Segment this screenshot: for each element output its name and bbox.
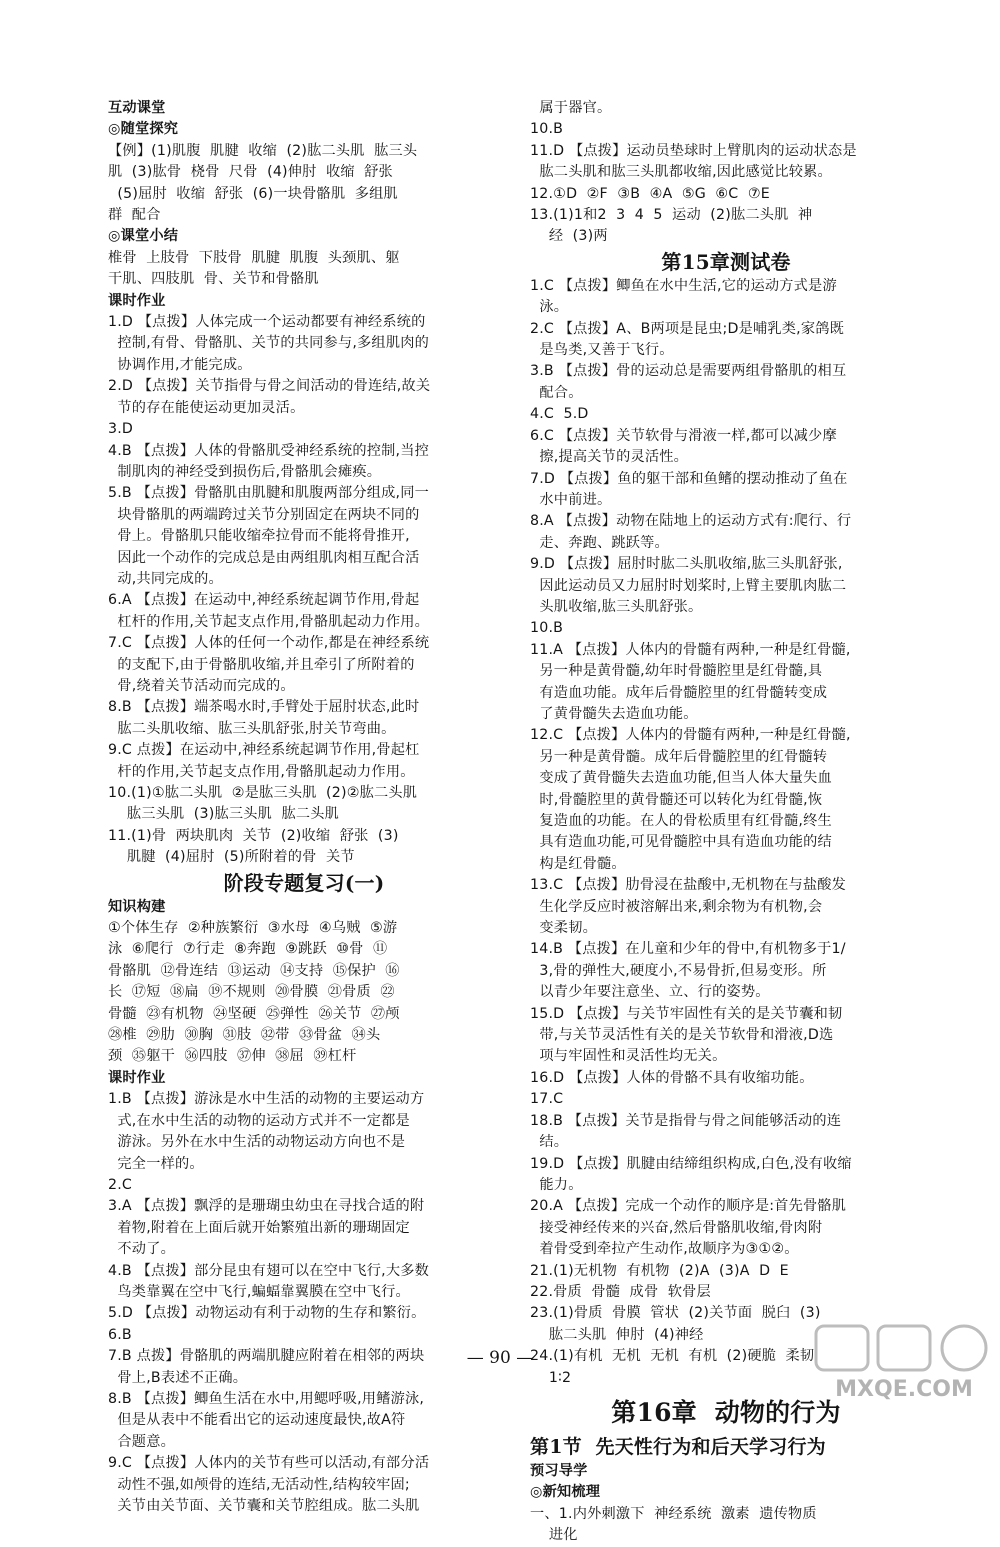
section-heading: 互动课堂 — [108, 100, 166, 116]
answer-line: ㉘椎 ㉙肋 ㉚胸 ㉛肢 ㉜带 ㉝骨盆 ㉞头 — [108, 1027, 381, 1044]
answer-line: 1.C 【点拨】鲫鱼在水中生活,它的运动方式是游 — [530, 277, 837, 294]
answer-line: 颈 ㉟躯干 ㊱四肢 ㊲伸 ㊳屈 ㊴杠杆 — [108, 1048, 357, 1065]
answer-line: 18.B 【点拨】关节是指骨与骨之间能够活动的连 — [530, 1112, 842, 1129]
answer-line: 带,与关节灵活性有关的是关节软骨和滑液,D选 — [530, 1027, 834, 1044]
answer-line: 6.C 【点拨】关节软骨与滑液一样,都可以减少摩 — [530, 427, 837, 444]
answer-line: 10.B — [530, 620, 564, 637]
answer-line: 骨上,B表述不正确。 — [108, 1369, 248, 1386]
answer-line: 的支配下,由于骨骼肌收缩,并且牵引了所附着的 — [108, 656, 415, 673]
answer-line: 3.D — [108, 421, 134, 438]
answer-line: 13.C 【点拨】肋骨浸在盐酸中,无机物在与盐酸发 — [530, 877, 847, 894]
section-heading: 知识构建 — [108, 898, 166, 915]
answer-line: 杆的作用,关节起支点作用,骨骼肌起动力作用。 — [108, 763, 415, 780]
section-heading: 第1节 先天性行为和后天学习行为 — [530, 1435, 826, 1458]
answer-line: 8.B 【点拨】鲫鱼生活在水中,用鳃呼吸,用鳍游泳, — [108, 1390, 425, 1407]
answer-line: 制肌肉的神经受到损伤后,骨骼肌会瘫痪。 — [108, 463, 382, 480]
answer-line: 11.D 【点拨】运动员垫球时上臂肌肉的运动状态是 — [530, 142, 857, 159]
answer-line: (5)屈肘 收缩 舒张 (6)一块骨骼肌 多组肌 — [108, 185, 398, 202]
answer-line: 3.B 【点拨】骨的运动总是需要两组骨骼肌的相互 — [530, 363, 847, 380]
answer-line: 骨骼肌 ⑫骨连结 ⑬运动 ⑭支持 ⑮保护 ⑯ — [108, 962, 400, 979]
answer-line: 11.(1)骨 两块肌肉 关节 (2)收缩 舒张 (3) — [108, 827, 399, 844]
answer-line: 了黄骨髓失去造血功能。 — [530, 705, 698, 722]
section-heading: 课时作业 — [108, 1069, 166, 1086]
answer-line: 9.D 【点拨】屈肘时肱二头肌收缩,肱三头肌舒张, — [530, 556, 843, 573]
answer-line: 骨,绕着关节活动而完成的。 — [108, 677, 295, 694]
answer-line: 干肌、四肢肌 骨、关节和骨骼肌 — [108, 271, 319, 288]
watermark-url: MXQE.COM — [835, 1377, 973, 1402]
answer-line: 长 ⑰短 ⑱扁 ⑲不规则 ⑳骨膜 ㉑骨质 ㉒ — [108, 984, 395, 1001]
answer-line: 动性不强,如颅骨的连结,无活动性,结构较牢固; — [108, 1476, 410, 1493]
answer-line: 1∶2 — [530, 1369, 572, 1386]
answer-line: 鸟类靠翼在空中飞行,蝙蝠靠翼膜在空中飞行。 — [108, 1283, 410, 1300]
answer-line: 进化 — [530, 1527, 578, 1544]
answer-line: 以青少年要注意坐、立、行的姿势。 — [530, 984, 770, 1001]
answer-line: 走、奔跑、跳跃等。 — [530, 534, 669, 551]
answer-line: 块骨骼肌的两端跨过关节分别固定在两块不同的 — [108, 506, 420, 523]
answer-line: 1.B 【点拨】游泳是水中生活的动物的主要运动方 — [108, 1091, 425, 1108]
answer-line: 是鸟类,又善于飞行。 — [530, 342, 674, 359]
answer-line: 2.C — [108, 1176, 133, 1193]
answer-line: 另一种是黄骨髓。成年后骨髓腔里的红骨髓转 — [530, 748, 828, 765]
answer-line: 生化学反应时被溶解出来,剩余物为有机物,会 — [530, 898, 823, 915]
answer-line: 椎骨 上肢骨 下肢骨 肌腱 肌腹 头颈肌、躯 — [108, 249, 400, 266]
answer-line: 着骨受到牵拉产生动作,故顺序为③①②。 — [530, 1241, 799, 1258]
answer-line: 4.C 5.D — [530, 406, 589, 423]
answer-line: 肱二头肌收缩、肱三头肌舒张,肘关节弯曲。 — [108, 720, 396, 737]
answer-line: 具有造血功能,可见骨髓腔中具有造血功能的结 — [530, 834, 832, 851]
answer-line: 20.A 【点拨】完成一个动作的顺序是:首先骨骼肌 — [530, 1198, 847, 1215]
answer-line: 9.C 点拨】在运动中,神经系统起调节作用,骨起杠 — [108, 742, 420, 759]
answer-line: 8.B 【点拨】端茶喝水时,手臂处于屈肘状态,此时 — [108, 699, 420, 716]
answer-line: 【例】(1)肌腹 肌腱 收缩 (2)肱二头肌 肱三头 — [108, 142, 418, 159]
answer-line: 着物,附着在上面后就开始繁殖出新的珊瑚固定 — [108, 1219, 410, 1236]
answer-line: 11.A 【点拨】人体内的骨髓有两种,一种是红骨髓, — [530, 641, 851, 658]
answer-line: 配合。 — [530, 384, 583, 401]
answer-line: 1.D 【点拨】人体完成一个运动都要有神经系统的 — [108, 314, 426, 331]
section-heading: 第15章测试卷 — [661, 249, 791, 274]
answer-line: 杠杆的作用,关节起支点作用,骨骼肌起动力作用。 — [108, 613, 429, 630]
answer-line: 完全一样的。 — [108, 1155, 204, 1172]
answer-line: 变成了黄骨髓失去造血功能,但当人体大量失血 — [530, 770, 832, 787]
answer-line: 12.C 【点拨】人体内的骨髓有两种,一种是红骨髓, — [530, 727, 851, 744]
answer-line: 12.①D ②F ③B ④A ⑤G ⑥C ⑦E — [530, 185, 770, 202]
answer-line: 属于器官。 — [530, 100, 612, 116]
section-heading: 阶段专题复习(一) — [223, 870, 385, 895]
answer-line: 经 (3)两 — [530, 228, 608, 245]
section-heading: 第16章 动物的行为 — [611, 1397, 841, 1427]
answer-line: 22.骨质 骨髓 成骨 软骨层 — [530, 1283, 711, 1300]
section-heading: 预习导学 — [530, 1462, 588, 1479]
answer-line: 因此运动员又力屈肘时划桨时,上臂主要肌肉肱二 — [530, 577, 847, 594]
answer-line: 有造血功能。成年后骨髓腔里的红骨髓转变成 — [530, 684, 828, 701]
answer-line: 肌腱 (4)屈肘 (5)所附着的骨 关节 — [108, 849, 355, 866]
answer-line: 泳。 — [530, 299, 569, 316]
answer-line: 肌 (3)肱骨 桡骨 尺骨 (4)伸肘 收缩 舒张 — [108, 164, 393, 181]
answer-line: 一、1.内外刺激下 神经系统 激素 遗传物质 — [530, 1505, 817, 1522]
answer-line: 复造血的功能。在人的骨松质里有红骨髓,终生 — [530, 813, 832, 829]
answer-line: 9.C 【点拨】人体内的关节有些可以活动,有部分活 — [108, 1455, 430, 1472]
answer-line: 骨髓 ㉓有机物 ㉔坚硬 ㉕弹性 ㉖关节 ㉗颅 — [108, 1005, 400, 1022]
answer-line: 动,共同完成的。 — [108, 570, 223, 587]
answer-line: 5.B 【点拨】骨骼肌由肌腱和肌腹两部分组成,同一 — [108, 485, 430, 502]
answer-line: 24.(1)有机 无机 无机 有机 (2)硬脆 柔韧 — [530, 1348, 815, 1365]
answer-line: 肱二头肌 伸肘 (4)神经 — [530, 1326, 704, 1343]
answer-line: 23.(1)骨质 骨膜 管状 (2)关节面 脱臼 (3) — [530, 1305, 821, 1322]
answer-line: 结。 — [530, 1134, 569, 1151]
answer-line: 协调作用,才能完成。 — [108, 356, 252, 373]
answer-line: 构是红骨髓。 — [530, 855, 626, 872]
section-heading: ◎课堂小结 — [108, 228, 179, 245]
answer-line: 7.D 【点拨】鱼的躯干部和鱼鳍的摆动推动了鱼在 — [530, 470, 848, 487]
answer-line: 项与牢固性和灵活性均无关。 — [530, 1048, 727, 1065]
answer-line: 变柔韧。 — [530, 920, 597, 937]
answer-line: 式,在水中生活的动物的运动方式并不一定都是 — [108, 1112, 410, 1129]
answer-line: 控制,有骨、骨骼肌、关节的共同参与,多组肌肉的 — [108, 335, 429, 352]
answer-line: ①个体生存 ②种族繁衍 ③水母 ④乌贼 ⑤游 — [108, 920, 398, 937]
answer-line: 7.B 点拨】骨骼肌的两端肌腱应附着在相邻的两块 — [108, 1348, 425, 1365]
answer-line: 但是从表中不能看出它的运动速度最快,故A符 — [108, 1412, 406, 1429]
answer-line: 7.C 【点拨】人体的任何一个动作,都是在神经系统 — [108, 635, 430, 652]
answer-line: 16.D 【点拨】人体的骨骼不具有收缩功能。 — [530, 1069, 814, 1086]
answer-line: 能力。 — [530, 1176, 583, 1193]
answer-line: 13.(1)1和2 3 4 5 运动 (2)肱二头肌 神 — [530, 207, 813, 224]
answer-line: 21.(1)无机物 有机物 (2)A (3)A D E — [530, 1262, 789, 1279]
answer-line: 5.D 【点拨】动物运动有利于动物的生存和繁衍。 — [108, 1305, 426, 1322]
answer-line: 6.B — [108, 1326, 132, 1343]
answer-line: 3,骨的弹性大,硬度小,不易骨折,但易变形。所 — [530, 962, 827, 979]
answer-line: 群 配合 — [108, 207, 161, 224]
answer-line: 擦,提高关节的灵活性。 — [530, 449, 689, 466]
answer-line: 水中前进。 — [530, 491, 612, 508]
answer-line: 2.C 【点拨】A、B两项是昆虫;D是哺乳类,家鸽既 — [530, 320, 844, 337]
watermark-logo — [812, 1322, 996, 1402]
answer-line: 肱二头肌和肱三头肌都收缩,因此感觉比较累。 — [530, 164, 832, 181]
answer-line: 2.D 【点拨】关节指骨与骨之间活动的骨连结,故关 — [108, 378, 431, 395]
page-number: — 90 — — [466, 1348, 534, 1368]
answer-line: 时,骨髓腔里的黄骨髓还可以转化为红骨髓,恢 — [530, 791, 823, 808]
left-answer-column — [108, 98, 500, 1517]
answer-line: 不动了。 — [108, 1241, 175, 1258]
answer-line: 头肌收缩,肱三头肌舒张。 — [530, 598, 703, 615]
answer-line: 节的存在能使运动更加灵活。 — [108, 399, 305, 416]
answer-line: 17.C — [530, 1091, 564, 1108]
answer-line: 关节由关节面、关节囊和关节腔组成。肱二头肌 — [108, 1498, 420, 1514]
answer-line: 8.A 【点拨】动物在陆地上的运动方式有:爬行、行 — [530, 513, 852, 530]
answer-line: 3.A 【点拨】飘浮的是珊瑚虫幼虫在寻找合适的附 — [108, 1198, 425, 1215]
answer-line: 6.A 【点拨】在运动中,神经系统起调节作用,骨起 — [108, 592, 420, 609]
section-heading: 课时作业 — [108, 292, 166, 309]
answer-line: 15.D 【点拨】与关节牢固性有关的是关节囊和韧 — [530, 1005, 843, 1022]
section-heading: ◎随堂探究 — [108, 121, 179, 138]
answer-line: 4.B 【点拨】人体的骨骼肌受神经系统的控制,当控 — [108, 442, 430, 459]
answer-line: 10.B — [530, 121, 564, 138]
answer-line: 14.B 【点拨】在儿童和少年的骨中,有机物多于1/ — [530, 941, 846, 958]
answer-line: 肱三头肌 (3)肱三头肌 肱二头肌 — [108, 806, 340, 823]
answer-line: 骨上。骨骼肌只能收缩牵拉骨而不能将骨推开, — [108, 528, 410, 545]
answer-line: 因此一个动作的完成总是由两组肌肉相互配合活 — [108, 549, 420, 566]
answer-line: 10.(1)①肱二头肌 ②是肱三头肌 (2)②肱二头肌 — [108, 785, 418, 801]
answer-line: 合题意。 — [108, 1433, 175, 1450]
answer-line: 19.D 【点拨】肌腱由结缔组织构成,白色,没有收缩 — [530, 1155, 852, 1172]
answer-line: 泳 ⑥爬行 ⑦行走 ⑧奔跑 ⑨跳跃 ⑩骨 ⑪ — [108, 941, 388, 958]
answer-line: 游泳。另外在水中生活的动物运动方向也不是 — [108, 1134, 406, 1151]
answer-line: 4.B 【点拨】部分昆虫有翅可以在空中飞行,大多数 — [108, 1262, 430, 1279]
answer-line: 接受神经传来的兴奋,然后骨骼肌收缩,骨肉附 — [530, 1219, 823, 1236]
answer-line: 另一种是黄骨髓,幼年时骨髓腔里是红骨髓,具 — [530, 663, 823, 680]
section-heading: ◎新知梳理 — [530, 1484, 601, 1501]
